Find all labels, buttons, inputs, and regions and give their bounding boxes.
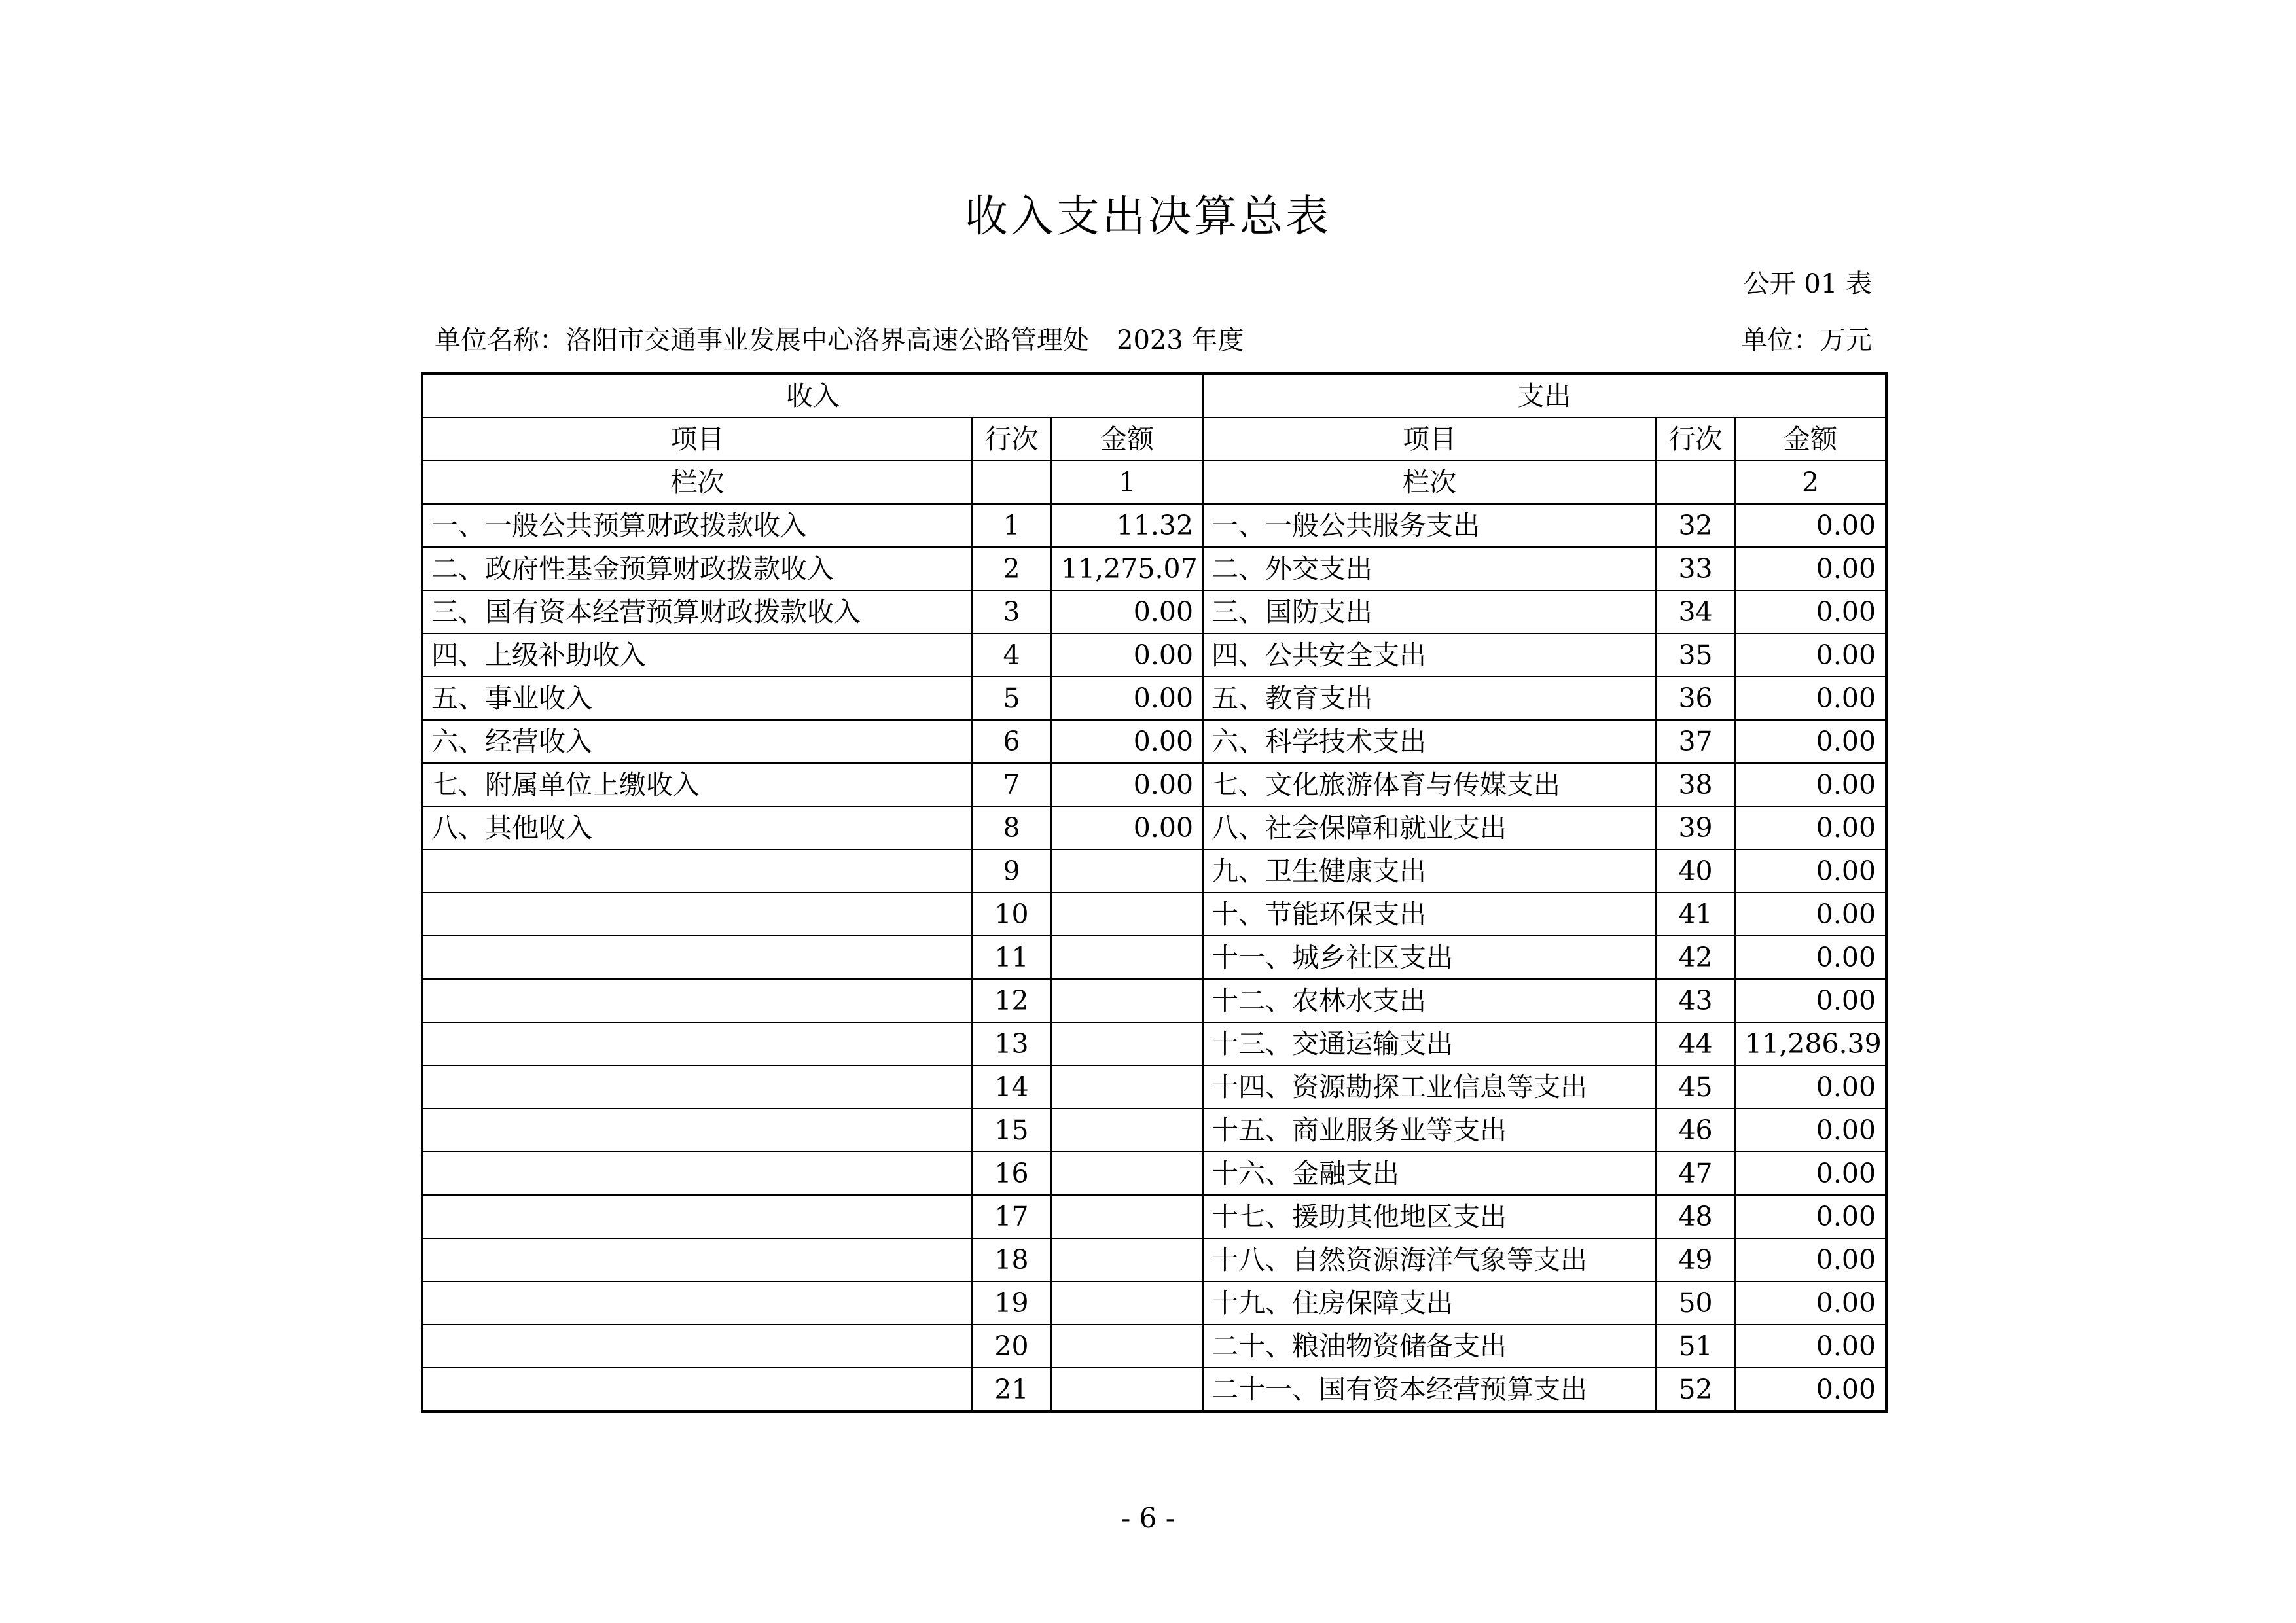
income-item-cell [422, 1325, 972, 1368]
expense-amount-header: 金额 [1735, 418, 1886, 461]
expense-item-cell: 五、教育支出 [1203, 677, 1656, 720]
expense-item-cell: 十四、资源勘探工业信息等支出 [1203, 1065, 1656, 1109]
income-item-cell [422, 1022, 972, 1065]
expense-column-no-label: 栏次 [1203, 461, 1656, 504]
expense-amount-cell: 0.00 [1735, 936, 1886, 979]
expense-line-cell: 48 [1656, 1195, 1735, 1238]
expense-item-cell: 十、节能环保支出 [1203, 893, 1656, 936]
table-row [422, 849, 1886, 893]
expense-item-cell: 八、社会保障和就业支出 [1203, 806, 1656, 849]
income-amount-cell [1051, 1281, 1203, 1325]
table-row [422, 633, 1886, 677]
table-row [422, 590, 1886, 633]
table-row [422, 1065, 1886, 1109]
expense-line-cell: 47 [1656, 1152, 1735, 1195]
income-line-cell: 6 [972, 720, 1051, 763]
income-amount-cell: 11,275.07 [1051, 547, 1203, 590]
expense-amount-cell: 0.00 [1735, 763, 1886, 806]
income-amount-cell [1051, 1238, 1203, 1281]
income-amount-cell [1051, 1152, 1203, 1195]
page-title: 收入支出决算总表 [965, 191, 1331, 241]
income-amount-header: 金额 [1051, 418, 1203, 461]
expense-item-cell: 二十一、国有资本经营预算支出 [1203, 1368, 1656, 1412]
table-row [422, 1368, 1886, 1412]
table-row [422, 1325, 1886, 1368]
expense-amount-cell: 0.00 [1735, 979, 1886, 1022]
income-item-cell: 二、政府性基金预算财政拨款收入 [422, 547, 972, 590]
income-amount-cell: 11.32 [1051, 504, 1203, 547]
income-amount-cell: 0.00 [1051, 763, 1203, 806]
table-row [422, 1281, 1886, 1325]
income-line-cell: 13 [972, 1022, 1051, 1065]
income-line-cell: 7 [972, 763, 1051, 806]
expense-line-cell: 43 [1656, 979, 1735, 1022]
expense-line-cell: 35 [1656, 633, 1735, 677]
income-item-cell [422, 1238, 972, 1281]
expense-line-cell: 33 [1656, 547, 1735, 590]
income-column-no: 1 [1051, 461, 1203, 504]
expense-item-cell: 二十、粮油物资储备支出 [1203, 1325, 1656, 1368]
expense-amount-cell: 0.00 [1735, 1238, 1886, 1281]
income-amount-cell [1051, 1065, 1203, 1109]
table-row [422, 547, 1886, 590]
expense-line-cell: 36 [1656, 677, 1735, 720]
expense-amount-cell: 0.00 [1735, 1281, 1886, 1325]
income-amount-cell: 0.00 [1051, 720, 1203, 763]
expense-item-cell: 六、科学技术支出 [1203, 720, 1656, 763]
income-item-cell [422, 849, 972, 893]
income-item-cell [422, 979, 972, 1022]
income-item-cell [422, 936, 972, 979]
table-row [422, 1238, 1886, 1281]
expense-amount-cell: 0.00 [1735, 893, 1886, 936]
expense-amount-cell: 0.00 [1735, 633, 1886, 677]
expense-amount-cell: 0.00 [1735, 1368, 1886, 1412]
income-line-cell: 9 [972, 849, 1051, 893]
income-line-blank [972, 461, 1051, 504]
expense-line-cell: 45 [1656, 1065, 1735, 1109]
table-row [422, 1022, 1886, 1065]
income-item-cell: 七、附属单位上缴收入 [422, 763, 972, 806]
expense-amount-cell: 0.00 [1735, 677, 1886, 720]
expense-amount-cell: 0.00 [1735, 1195, 1886, 1238]
income-item-cell: 八、其他收入 [422, 806, 972, 849]
income-line-cell: 4 [972, 633, 1051, 677]
expense-amount-cell: 11,286.39 [1735, 1022, 1886, 1065]
table-row [422, 1195, 1886, 1238]
table-row [422, 1109, 1886, 1152]
expense-item-cell: 九、卫生健康支出 [1203, 849, 1656, 893]
income-item-cell: 五、事业收入 [422, 677, 972, 720]
expense-line-cell: 37 [1656, 720, 1735, 763]
income-expense-table [421, 372, 1888, 1413]
income-amount-cell [1051, 1022, 1203, 1065]
expense-amount-cell: 0.00 [1735, 849, 1886, 893]
income-item-cell [422, 1195, 972, 1238]
income-line-cell: 18 [972, 1238, 1051, 1281]
income-item-cell: 四、上级补助收入 [422, 633, 972, 677]
expense-line-cell: 52 [1656, 1368, 1735, 1412]
table-row [422, 504, 1886, 547]
income-amount-cell: 0.00 [1051, 590, 1203, 633]
page-number: - 6 - [1121, 1502, 1175, 1534]
expense-line-cell: 38 [1656, 763, 1735, 806]
income-item-cell [422, 1065, 972, 1109]
expense-line-cell: 49 [1656, 1238, 1735, 1281]
income-amount-cell [1051, 936, 1203, 979]
expense-amount-cell: 0.00 [1735, 590, 1886, 633]
table-row [422, 806, 1886, 849]
income-line-cell: 8 [972, 806, 1051, 849]
expense-line-blank [1656, 461, 1735, 504]
expense-amount-cell: 0.00 [1735, 1152, 1886, 1195]
income-amount-cell [1051, 1195, 1203, 1238]
expense-amount-cell: 0.00 [1735, 806, 1886, 849]
income-line-cell: 17 [972, 1195, 1051, 1238]
expense-line-cell: 51 [1656, 1325, 1735, 1368]
expense-column-no: 2 [1735, 461, 1886, 504]
income-item-cell [422, 1368, 972, 1412]
income-line-cell: 10 [972, 893, 1051, 936]
expense-item-cell: 十七、援助其他地区支出 [1203, 1195, 1656, 1238]
income-item-cell [422, 1109, 972, 1152]
income-line-cell: 19 [972, 1281, 1051, 1325]
income-line-header: 行次 [972, 418, 1051, 461]
expense-amount-cell: 0.00 [1735, 720, 1886, 763]
expense-item-cell: 十三、交通运输支出 [1203, 1022, 1656, 1065]
expense-amount-cell: 0.00 [1735, 1065, 1886, 1109]
unit-name: 单位名称：洛阳市交通事业发展中心洛界高速公路管理处 [435, 325, 1089, 355]
expense-line-cell: 39 [1656, 806, 1735, 849]
income-line-cell: 14 [972, 1065, 1051, 1109]
expense-item-cell: 十九、住房保障支出 [1203, 1281, 1656, 1325]
expense-item-header: 项目 [1203, 418, 1656, 461]
income-amount-cell: 0.00 [1051, 677, 1203, 720]
income-line-cell: 12 [972, 979, 1051, 1022]
income-line-cell: 11 [972, 936, 1051, 979]
column-number-row [422, 461, 1886, 504]
expense-line-cell: 41 [1656, 893, 1735, 936]
expense-line-cell: 40 [1656, 849, 1735, 893]
income-amount-cell [1051, 1368, 1203, 1412]
expense-line-cell: 32 [1656, 504, 1735, 547]
expense-item-cell: 十五、商业服务业等支出 [1203, 1109, 1656, 1152]
expense-item-cell: 二、外交支出 [1203, 547, 1656, 590]
income-amount-cell [1051, 1325, 1203, 1368]
income-item-cell [422, 893, 972, 936]
income-amount-cell: 0.00 [1051, 806, 1203, 849]
unit-name-line [435, 321, 1244, 360]
income-amount-cell [1051, 849, 1203, 893]
income-amount-cell [1051, 893, 1203, 936]
section-header-row [422, 374, 1886, 418]
income-line-cell: 16 [972, 1152, 1051, 1195]
column-header-row [422, 418, 1886, 461]
income-line-cell: 5 [972, 677, 1051, 720]
expense-line-cell: 50 [1656, 1281, 1735, 1325]
income-item-cell: 一、一般公共预算财政拨款收入 [422, 504, 972, 547]
income-item-cell [422, 1152, 972, 1195]
income-line-cell: 1 [972, 504, 1051, 547]
income-line-cell: 15 [972, 1109, 1051, 1152]
expense-amount-cell: 0.00 [1735, 504, 1886, 547]
income-column-no-label: 栏次 [422, 461, 972, 504]
table-row [422, 763, 1886, 806]
fiscal-year: 2023 年度 [1117, 325, 1244, 355]
expense-item-cell: 十八、自然资源海洋气象等支出 [1203, 1238, 1656, 1281]
expense-line-cell: 44 [1656, 1022, 1735, 1065]
expense-item-cell: 四、公共安全支出 [1203, 633, 1656, 677]
table-row [422, 979, 1886, 1022]
expense-amount-cell: 0.00 [1735, 547, 1886, 590]
income-amount-cell [1051, 1109, 1203, 1152]
expense-amount-cell: 0.00 [1735, 1325, 1886, 1368]
currency-unit: 单位：万元 [1741, 325, 1872, 355]
income-amount-cell [1051, 979, 1203, 1022]
income-line-cell: 20 [972, 1325, 1051, 1368]
expense-item-cell: 十一、城乡社区支出 [1203, 936, 1656, 979]
income-item-cell [422, 1281, 972, 1325]
expense-line-cell: 34 [1656, 590, 1735, 633]
income-item-cell: 三、国有资本经营预算财政拨款收入 [422, 590, 972, 633]
expense-item-cell: 十二、农林水支出 [1203, 979, 1656, 1022]
expense-line-cell: 42 [1656, 936, 1735, 979]
table-row [422, 893, 1886, 936]
expense-amount-cell: 0.00 [1735, 1109, 1886, 1152]
table-row [422, 936, 1886, 979]
expense-item-cell: 一、一般公共服务支出 [1203, 504, 1656, 547]
income-amount-cell: 0.00 [1051, 633, 1203, 677]
expense-header: 支出 [1203, 374, 1886, 418]
income-header: 收入 [422, 374, 1203, 418]
expense-line-cell: 46 [1656, 1109, 1735, 1152]
expense-item-cell: 七、文化旅游体育与传媒支出 [1203, 763, 1656, 806]
table-row [422, 1152, 1886, 1195]
table-row [422, 720, 1886, 763]
income-line-cell: 2 [972, 547, 1051, 590]
expense-item-cell: 三、国防支出 [1203, 590, 1656, 633]
income-line-cell: 21 [972, 1368, 1051, 1412]
income-item-header: 项目 [422, 418, 972, 461]
expense-item-cell: 十六、金融支出 [1203, 1152, 1656, 1195]
table-row [422, 677, 1886, 720]
expense-line-header: 行次 [1656, 418, 1735, 461]
table-code: 公开 01 表 [1743, 269, 1872, 299]
income-line-cell: 3 [972, 590, 1051, 633]
income-item-cell: 六、经营收入 [422, 720, 972, 763]
